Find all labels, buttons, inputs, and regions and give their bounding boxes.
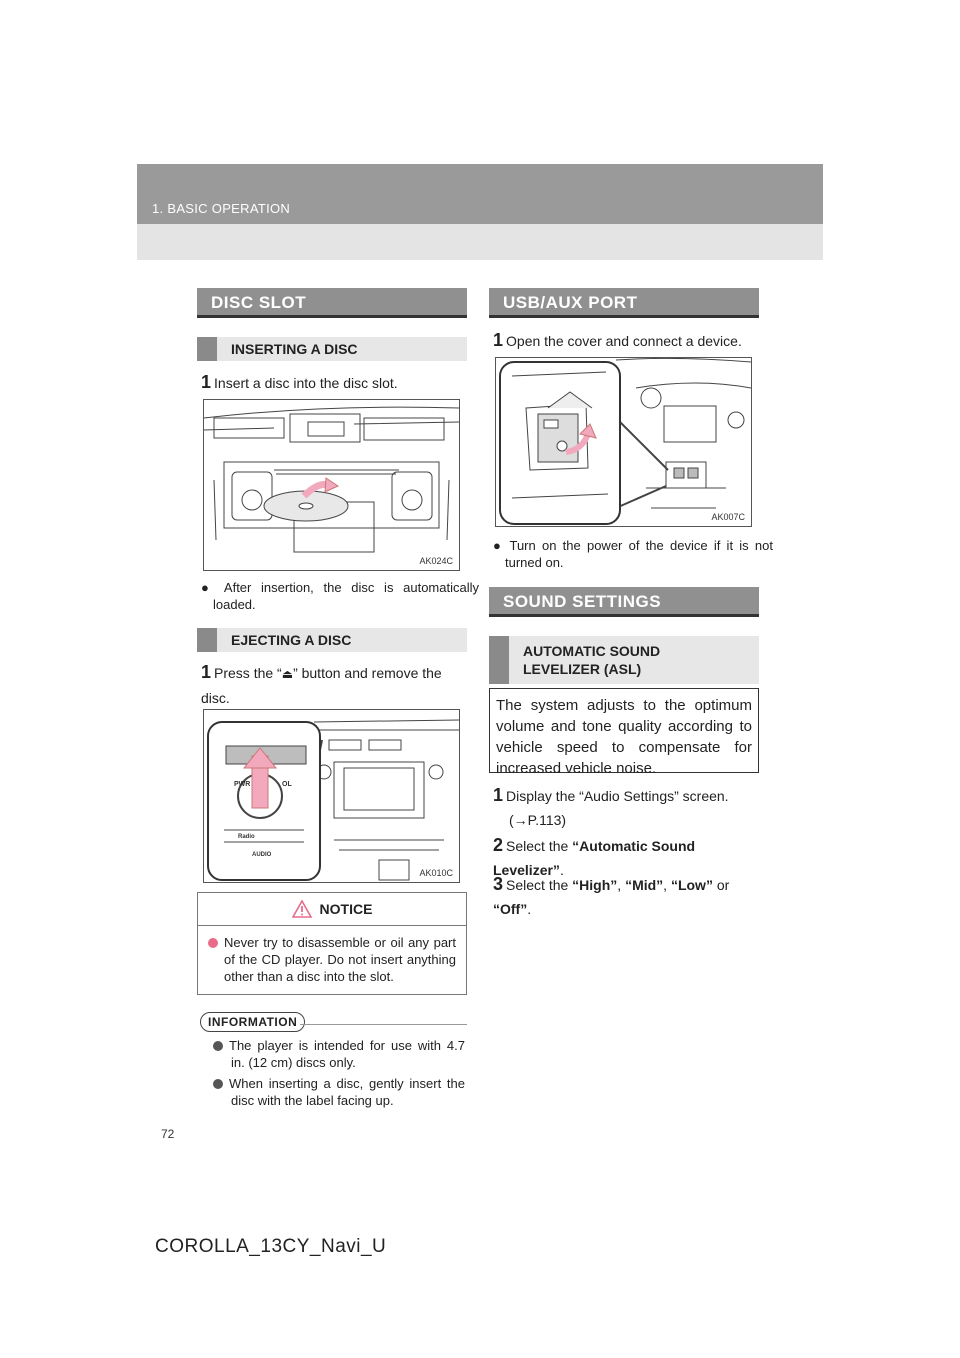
option-high: “High” (572, 877, 618, 893)
subsection-inserting-disc (197, 337, 467, 361)
step-display-audio-settings (493, 783, 759, 832)
step-open-cover (493, 328, 759, 353)
bullet-icon: ● (201, 580, 224, 595)
option-off: “Off” (493, 901, 528, 917)
bullet-text: After insertion, the disc is automatically loaded. (213, 580, 479, 612)
subsection-label: LEVELIZER (ASL) (523, 661, 642, 677)
subsection-marker (197, 337, 217, 361)
step-text: Select the (506, 838, 573, 854)
page-number: 72 (161, 1127, 175, 1141)
subsection-marker (489, 636, 509, 684)
information-item (213, 1075, 465, 1109)
information-tag: INFORMATION (200, 1012, 305, 1032)
step-number: 1 (493, 785, 504, 805)
step-text: Open the cover and connect a device. (506, 333, 742, 349)
header-subband (137, 224, 823, 260)
bullet-after-insertion (199, 579, 479, 613)
step-text: . (527, 901, 532, 917)
bullet-icon: ● (493, 538, 510, 553)
information-item (213, 1037, 465, 1071)
notice-text: Never try to disassemble or oil any part of the CD player. Do not insert anything other than a disc into the slot. (224, 935, 456, 984)
step-text: or (712, 877, 730, 893)
information-tag-wrap (200, 1012, 305, 1032)
subsection-marker (197, 628, 217, 652)
step-text: Display the “Audio Settings” screen. (506, 788, 729, 804)
eject-icon: ⏏ (281, 667, 294, 681)
disc-slot-illustration (204, 400, 459, 570)
eject-button-illustration (204, 710, 459, 882)
figure-code: AK007C (711, 512, 745, 522)
notice-body (198, 926, 466, 995)
step-insert (201, 370, 467, 395)
warning-icon (292, 900, 312, 918)
step-number: 3 (493, 874, 504, 894)
information-text: The player is intended for use with 4.7 in. (12 cm) discs only. (229, 1038, 465, 1070)
pwr-label: PWR (234, 781, 251, 788)
subsection-label: AUTOMATIC SOUND (523, 643, 661, 659)
step-select-level: 3 Select the “High”, “Mid”, “Low” or “Off”. (493, 874, 730, 917)
notice-header (198, 893, 466, 926)
vol-label: OL (282, 781, 292, 788)
option-mid: “Mid” (625, 877, 664, 893)
asl-description: The system adjusts to the optimum volume and tone quality according to vehicle speed to compensate for increased vehicle noise. (496, 697, 752, 777)
figure-code: AK024C (419, 556, 453, 566)
figure-disc-insert (203, 399, 460, 571)
figure-code: AK010C (419, 868, 453, 878)
step-number: 1 (201, 662, 212, 682)
subsection-asl (489, 636, 759, 684)
bullet-icon (208, 938, 218, 948)
audio-label: AUDIO (252, 852, 272, 858)
bullet-text: Turn on the power of the device if it is not turned on. (505, 538, 773, 570)
figure-usb-port (495, 357, 752, 527)
step-number: 2 (493, 835, 504, 855)
option-low: “Low” (670, 877, 713, 893)
page-reference: (→P.113) (509, 812, 567, 828)
section-title-sound-settings: SOUND SETTINGS (489, 587, 759, 617)
bullet-turn-on-power (491, 537, 773, 571)
breadcrumb: 1. BASIC OPERATION (152, 201, 291, 216)
information-rule (300, 1024, 467, 1025)
step-text: Press the “ (214, 665, 282, 681)
bullet-icon (213, 1079, 223, 1089)
usb-port-illustration (496, 358, 751, 526)
information-list (213, 1037, 465, 1109)
asl-description-box (489, 688, 759, 777)
hd-radio-label: Radio (238, 834, 255, 840)
bullet-icon (213, 1041, 223, 1051)
section-title-usb-aux: USB/AUX PORT (489, 288, 759, 318)
information-text: When inserting a disc, gently insert the disc with the label facing up. (229, 1076, 465, 1108)
section-title-disc-slot: DISC SLOT (197, 288, 467, 318)
step-eject (201, 660, 467, 710)
notice-box (197, 892, 467, 995)
step-number: 1 (493, 330, 504, 350)
subsection-ejecting-disc (197, 628, 467, 652)
step-option: “Automatic Sound Levelizer” (493, 838, 696, 878)
step-text: . (559, 862, 564, 878)
notice-title: NOTICE (319, 901, 373, 917)
subsection-label: EJECTING A DISC (231, 632, 352, 648)
subsection-label: INSERTING A DISC (231, 341, 358, 357)
step-text: Select the (506, 877, 573, 893)
step-text: ” button and remove the disc. (201, 665, 442, 706)
figure-disc-eject (203, 709, 460, 883)
document-footer: COROLLA_13CY_Navi_U (155, 1236, 387, 1257)
step-text: Insert a disc into the disc slot. (214, 375, 398, 391)
step-number: 1 (201, 372, 212, 392)
